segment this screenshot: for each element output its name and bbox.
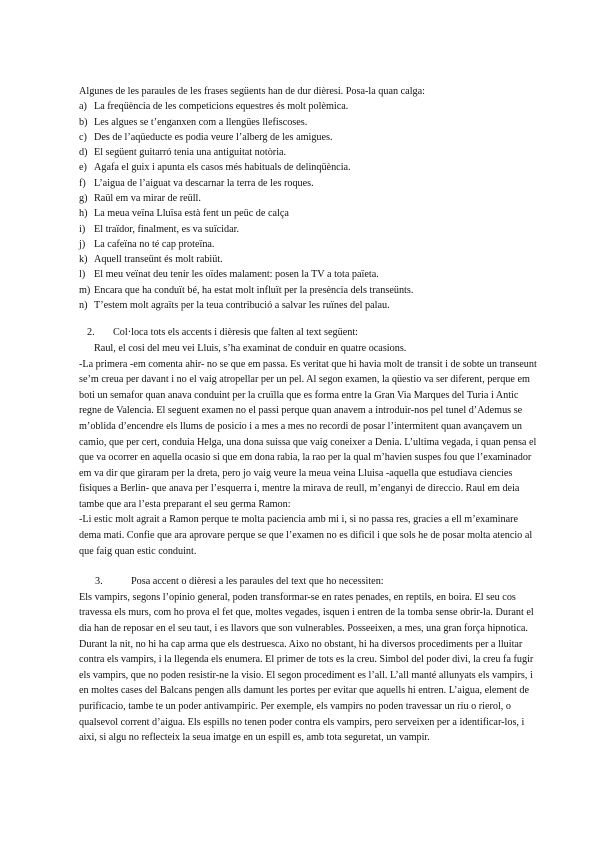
list-item	[79, 145, 541, 160]
item-label: h)	[79, 208, 88, 220]
item-text: El següent guitarró tenia una antiguitat notòria.	[94, 147, 287, 159]
list-item	[79, 115, 541, 130]
list-item	[79, 283, 541, 298]
item-label: g)	[79, 192, 88, 204]
item-text: La freqüència de les competicions equestres és molt polèmica.	[94, 101, 349, 113]
list-item	[79, 176, 541, 191]
item-text: T’estem molt agraïts per la teua contribució a salvar les ruïnes del palau.	[94, 300, 390, 312]
item-text: La meua veïna Lluïsa està fent un peüc de calça	[94, 208, 289, 220]
exercise-2-first-line: Raul, el cosi del meu vei Lluis, s’ha examinat de conduir en quatre ocasions.	[94, 342, 407, 354]
exercise-2-paragraph-2: -Li estic molt agrait a Ramon perque te molta paciencia amb mi i, si no passa res, gracies a ell m’examinare dema mati. Confie que ara aprovare perque se que l’examen no es dificil i que sols he de posar molta atencio al que faig quan estic conduint.	[79, 514, 533, 557]
item-text: Raül em va mirar de reüll.	[94, 192, 201, 204]
item-label: m)	[79, 284, 91, 296]
document-page	[79, 84, 541, 746]
exercise-3-instruction: Posa accent o dièresi a les paraules del text que ho necessiten:	[131, 576, 384, 588]
exercise-3-paragraph: Els vampirs, segons l’opinio general, poden transformar-se en rates penades, en reptils, en boira. El seu cos travessa els murs, com ho prova el fet que, moltes vegades, isquen i entren de la tomba sense obrir-la. Durant el dia han de reposar en el seu taut, i es llavors que son vulnerables. Posseeixen, a mes, una gran força hipnotica. Durant la nit, no hi ha cap arma que els destruesca. Aixo no obstant, hi ha diversos procediments per a lluitar contra els vampirs, i la llegenda els enumera. El primer de tots es la creu. Simbol del poder divi, la creu fa fugir els vampirs, que no poden resistir-ne la visio. El segon procediment es l’all. L’all manté allunyats els vampirs, i en moltes cases del Balcans pengen alls damunt les portes per evitar que aquells hi entren. L’aigua, element de purificacio, tambe te un poder antivampiric. Per exemple, els vampirs no poden travessar un riu o rierol, o qualsevol corrent d’aigua. Els espills no tenen poder contra els vampirs, pero serveixen per a identificar-los, i aixi, si algu no reflecteix la seua imatge en un espill es, amb tota seguretat, un vampir.	[79, 591, 534, 744]
exercise-1-list	[79, 99, 541, 313]
item-text: La cafeïna no té cap proteïna.	[94, 238, 215, 250]
item-label: n)	[79, 300, 88, 312]
exercise-1-instruction: Algunes de les paraules de les frases següents han de dur dièresi. Posa-la quan calga:	[79, 86, 425, 97]
exercise-2-heading	[79, 326, 541, 341]
list-item	[79, 237, 541, 252]
exercise-3-heading	[79, 575, 541, 590]
item-label: j)	[79, 238, 86, 250]
list-item	[79, 206, 541, 221]
item-text: Les algues se t’enganxen com a llengües llefiscoses.	[94, 116, 308, 128]
exercise-2-instruction: Col·loca tots els accents i dièresis que falten al text següent:	[113, 327, 358, 339]
item-text: Encara que ha conduït bé, ha estat molt influït per la presència dels transeünts.	[94, 284, 414, 296]
item-label: e)	[79, 162, 87, 174]
list-item	[79, 160, 541, 175]
exercise-2	[79, 326, 541, 559]
list-item	[79, 267, 541, 282]
item-label: f)	[79, 177, 86, 189]
list-item	[79, 191, 541, 206]
item-label: l)	[79, 269, 86, 281]
item-label: d)	[79, 147, 88, 159]
exercise-number: 3.	[95, 576, 103, 588]
item-text: Aquell transeünt és molt rabiüt.	[94, 254, 223, 266]
item-text: El traïdor, finalment, es va suïcidar.	[94, 223, 240, 235]
item-label: a)	[79, 101, 87, 113]
item-label: i)	[79, 223, 86, 235]
item-label: b)	[79, 116, 88, 128]
item-label: k)	[79, 254, 88, 266]
item-text: El meu veïnat deu tenir les oïdes malament: posen la TV a tota païeta.	[94, 269, 379, 281]
list-item	[79, 298, 541, 313]
exercise-number: 2.	[87, 327, 95, 339]
list-item	[79, 222, 541, 237]
item-text: L’aigua de l’aiguat va descarnar la terra de les roques.	[94, 177, 314, 189]
item-text: Agafa el guix i apunta els casos més habituals de delinqüència.	[94, 162, 351, 174]
item-text: Des de l’aqüeducte es podia veure l’alberg de les amigues.	[94, 131, 333, 143]
exercise-3	[79, 575, 541, 746]
list-item	[79, 99, 541, 114]
list-item	[79, 130, 541, 145]
list-item	[79, 252, 541, 267]
exercise-2-paragraph-1: -La primera -em comenta ahir- no se que em passa. Es veritat que hi havia molt de transit i de sobte un transeunt se’m creua per davant i no el vaig atropellar per un pel. Al segon examen, la qüestio va ser diferent, perque em boti un semafor quan anava conduint per la cruïlla que es forma entre la Gran Via Marques del Turia i Antic regne de Valencia. El seguent examen no el passi perque quan anavem a introduir-nos pel tunel d’Ademus se m’oblida d’encendre els llums de posicio i a mes a mes no recordi de posar l’intermitent quan avançavem un camio, que per cert, conduia Helga, una dona suissa que vaig coneixer a Denia. L’ultima vegada, i quan pensa el que va ocorrer en aquella ocasio si que em dona rabia, la rao per la qual m’havien suspes fou que l’examinador em va dir que giraram per la dreta, pero jo vaig veure la meua veina Lluisa -aquella que estudiava ciencies fisiques a Berlin- que anava per l’esquerra i, mentre la mirava de reull, m’enganyi de direccio. Raul em deia tambe que ara l’esta preparant el seu germa Ramon:	[79, 358, 537, 510]
item-label: c)	[79, 131, 87, 143]
exercise-1	[79, 84, 541, 313]
